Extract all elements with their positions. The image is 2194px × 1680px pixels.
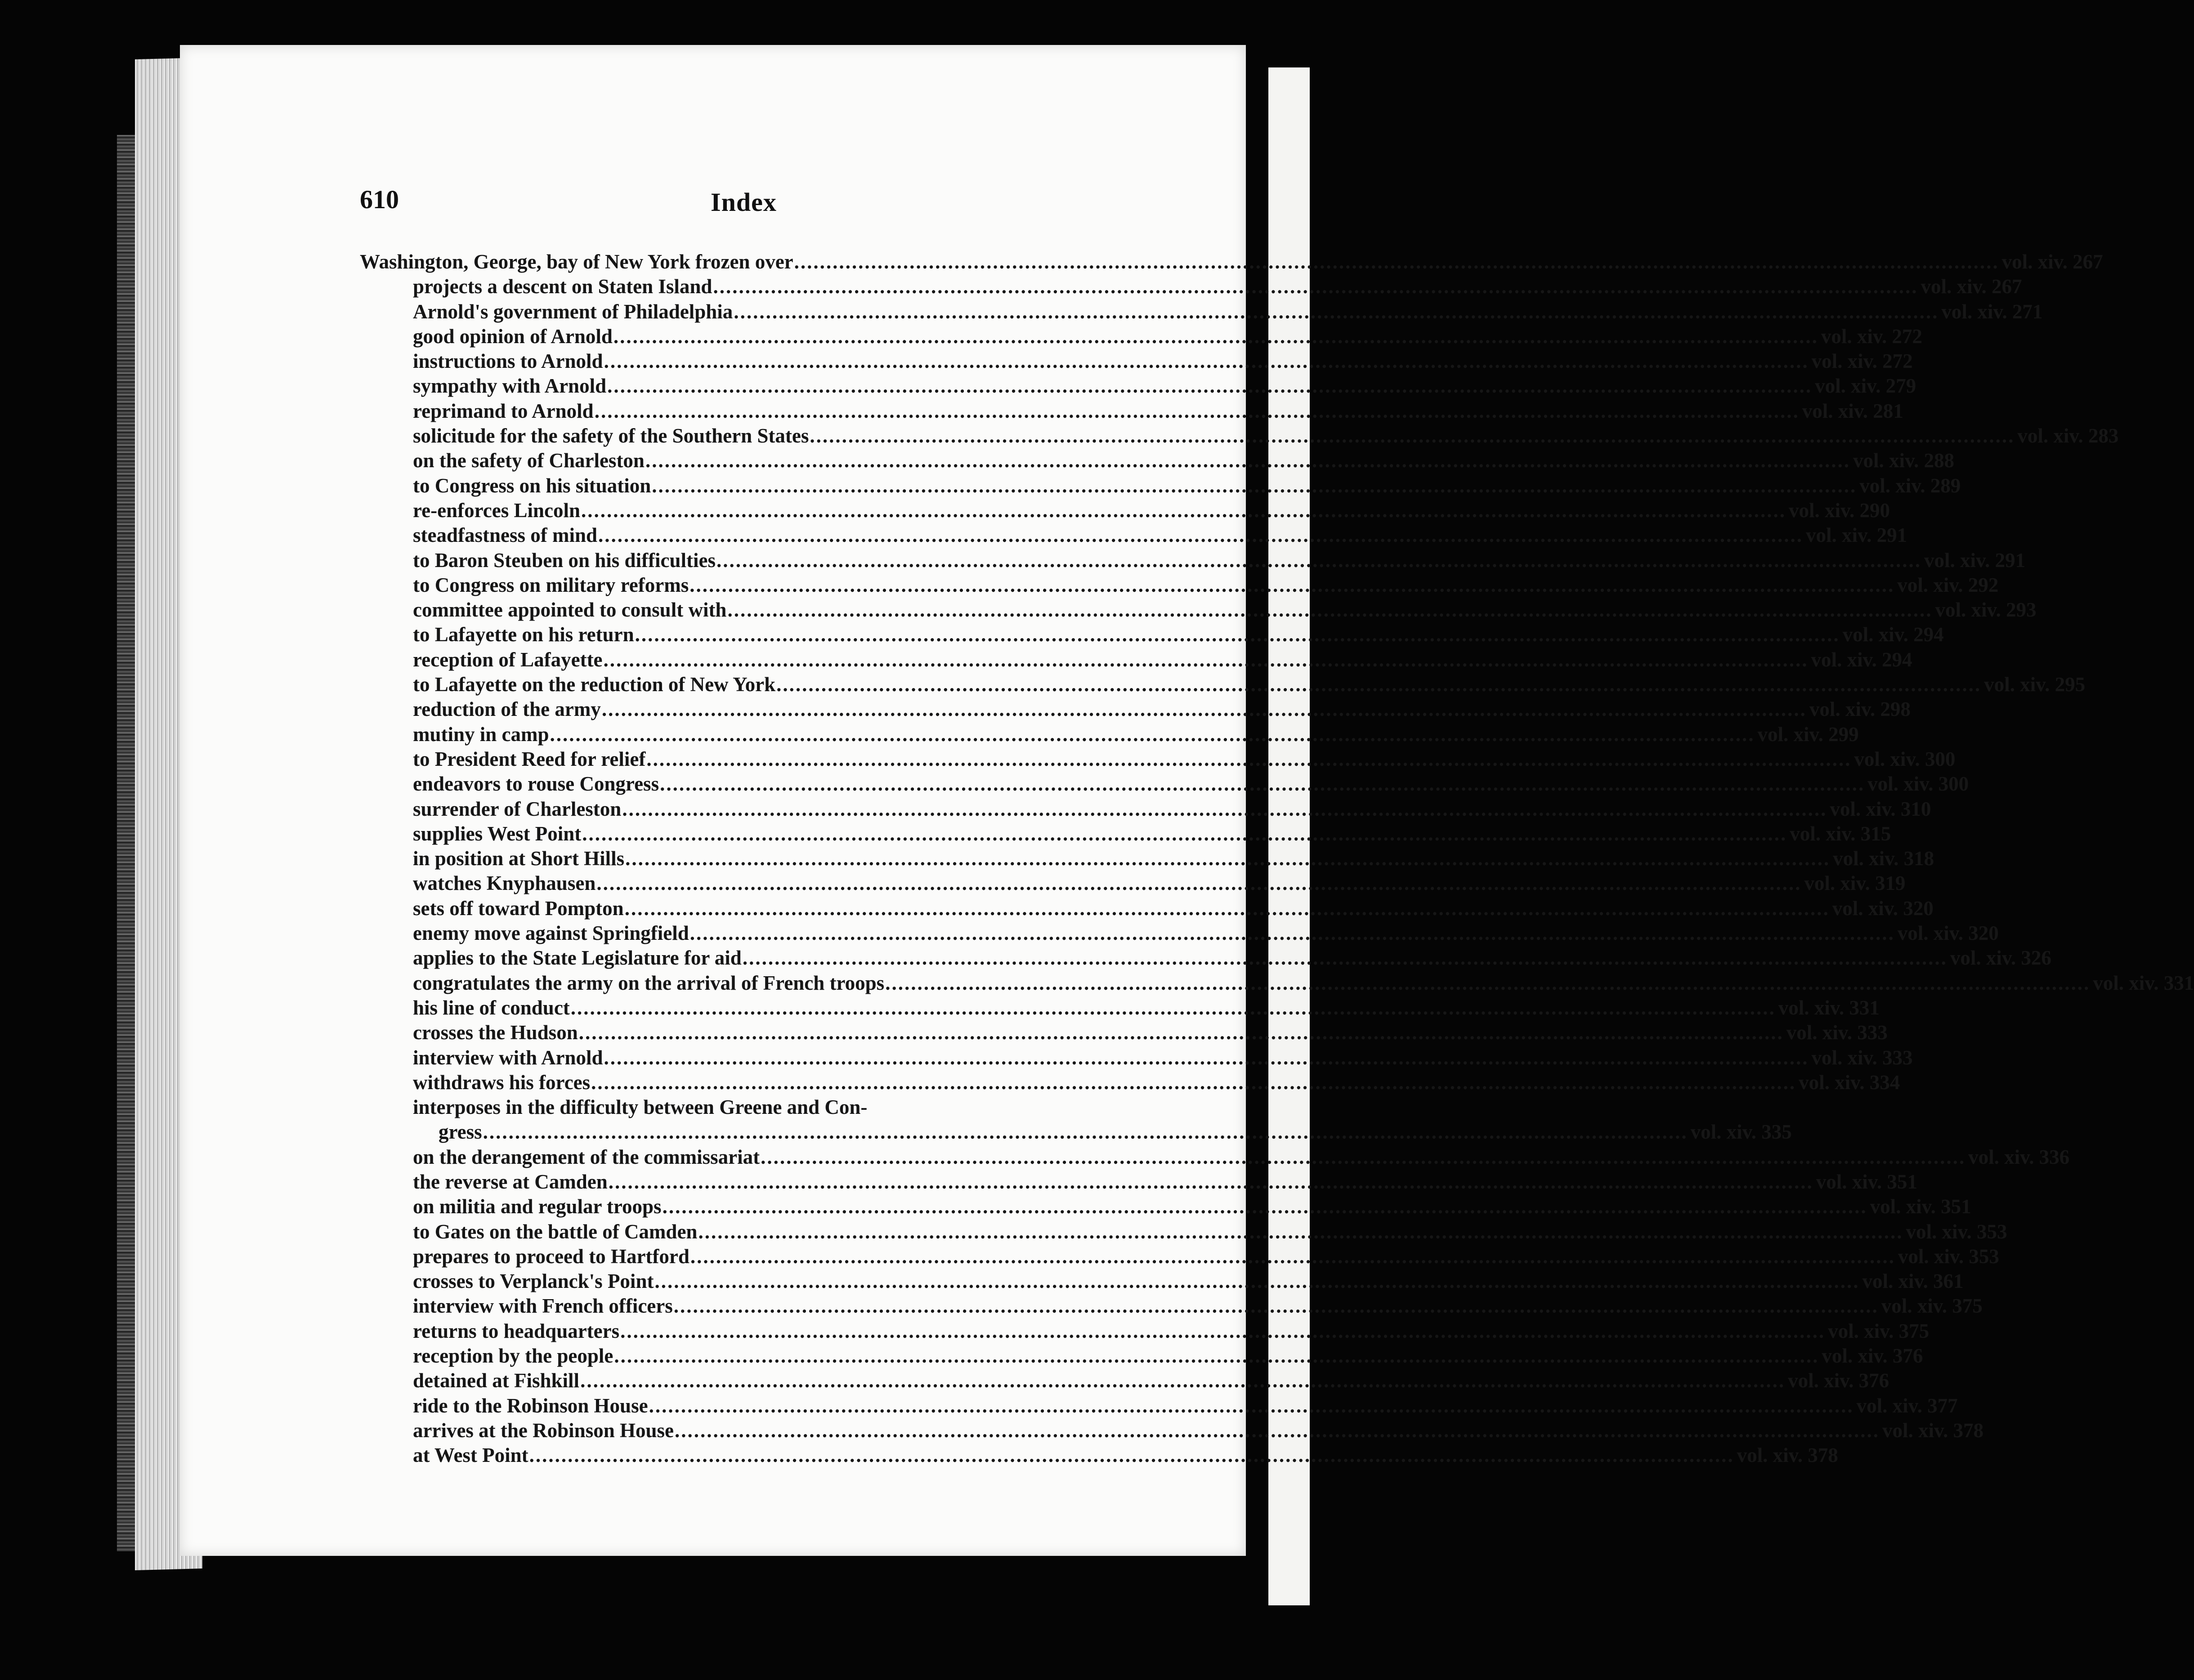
dot-leader	[674, 1294, 1879, 1318]
entry-text: ride to the Robinson House	[413, 1394, 648, 1417]
entry-text: in position at Short Hills	[413, 847, 625, 870]
entry-reference: vol. xiv. 300	[1867, 773, 1969, 795]
entry-reference: vol. xiv. 293	[1935, 599, 2037, 621]
index-entry	[360, 697, 1911, 722]
entry-reference: vol. xiv. 376	[1788, 1369, 1890, 1392]
entry-reference: vol. xiv. 326	[1950, 947, 2051, 970]
index-entry	[360, 896, 1934, 921]
entry-reference: vol. xiv. 320	[1897, 922, 1999, 945]
entry-text: prepares to proceed to Hartford	[413, 1245, 690, 1268]
index-entry	[360, 324, 1922, 349]
dot-leader	[607, 374, 1812, 398]
entry-text: enemy move against Springfield	[413, 922, 689, 945]
index-entry	[360, 573, 1999, 598]
entry-reference: vol. xiv. 271	[1941, 300, 2043, 323]
index-entry	[360, 1244, 1999, 1269]
dot-leader	[675, 1418, 1880, 1443]
index-entry	[360, 1294, 1983, 1318]
dot-leader	[625, 846, 1830, 871]
index-entry	[360, 797, 1931, 822]
page-number: 610	[360, 185, 399, 214]
index-entry	[360, 1269, 1964, 1294]
entry-reference: vol. xiv. 331	[1778, 996, 1880, 1019]
entry-text: at West Point	[413, 1444, 528, 1467]
entry-reference: vol. xiv. 315	[1790, 822, 1891, 845]
entry-text: to Lafayette on the reduction of New York	[413, 673, 776, 696]
entry-reference: vol. xiv. 333	[1811, 1046, 1913, 1069]
entry-reference: vol. xiv. 375	[1881, 1295, 1983, 1318]
dot-leader	[614, 1344, 1819, 1368]
dot-leader	[652, 474, 1857, 498]
dot-leader	[810, 424, 2015, 448]
dot-leader	[579, 1020, 1784, 1045]
entry-text: good opinion of Arnold	[413, 325, 613, 348]
index-entry	[360, 448, 1954, 473]
entry-text: projects a descent on Staten Island	[413, 275, 712, 298]
entry-text: reception of Lafayette	[413, 648, 603, 671]
entry-text: to Congress on military reforms	[413, 573, 689, 596]
entry-text: to President Reed for relief	[413, 747, 646, 770]
dot-leader	[635, 622, 1840, 647]
dot-leader	[604, 349, 1809, 374]
dot-leader	[598, 523, 1803, 548]
entry-text: to Lafayette on his return	[413, 623, 634, 646]
index-entry	[360, 772, 1969, 796]
entry-text: surrender of Charleston	[413, 797, 622, 820]
entry-text: to Congress on his situation	[413, 474, 651, 497]
dot-leader	[604, 1046, 1809, 1070]
index-entry	[360, 1443, 1838, 1468]
entry-reference: vol. xiv. 289	[1859, 474, 1961, 497]
index-entry	[360, 523, 1907, 548]
dot-leader	[660, 772, 1865, 796]
index-entry	[360, 622, 1944, 647]
entry-reference: vol. xiv. 378	[1882, 1419, 1984, 1442]
entry-text: to Baron Steuben on his difficulties	[413, 549, 716, 572]
index-entry	[360, 1344, 1923, 1368]
dot-leader	[654, 1269, 1859, 1294]
index-entry	[360, 648, 1912, 672]
entry-reference: vol. xiv. 353	[1898, 1245, 1999, 1268]
index-entry	[360, 1020, 1888, 1045]
entry-text: Washington, George, bay of New York frozen over	[360, 250, 793, 273]
dot-leader	[580, 1368, 1785, 1393]
entry-text: re-enforces Lincoln	[413, 499, 581, 522]
entry-reference: vol. xiv. 353	[1906, 1220, 2007, 1243]
dot-leader	[625, 896, 1830, 921]
index-entry	[360, 871, 1906, 896]
entry-text: his line of conduct	[413, 996, 570, 1019]
entry-text: steadfastness of mind	[413, 524, 598, 547]
entry-reference: vol. xiv. 336	[1968, 1145, 2070, 1168]
entry-text: crosses the Hudson	[413, 1021, 578, 1044]
index-entry	[360, 548, 2026, 573]
dot-leader	[690, 921, 1895, 946]
dot-leader	[529, 1443, 1734, 1468]
dot-leader	[596, 871, 1801, 896]
entry-reference: vol. xiv. 361	[1862, 1270, 1964, 1293]
index-entry	[360, 672, 2086, 697]
entry-reference: vol. xiv. 267	[1921, 275, 2022, 298]
entry-text: committee appointed to consult with	[413, 599, 727, 621]
entry-reference: vol. xiv. 375	[1828, 1319, 1930, 1342]
entry-reference: vol. xiv. 318	[1833, 847, 1934, 870]
entry-text: on the safety of Charleston	[413, 449, 645, 472]
dot-leader	[727, 598, 1932, 622]
dot-leader	[868, 1095, 1122, 1120]
dot-leader	[713, 274, 1918, 299]
dot-leader	[622, 797, 1827, 822]
entry-text: returns to headquarters	[413, 1319, 620, 1342]
entry-reference: vol. xiv. 333	[1786, 1021, 1888, 1044]
entry-text: reduction of the army	[413, 698, 601, 721]
index-entry	[360, 1220, 2007, 1244]
entry-reference: vol. xiv. 291	[1924, 549, 2026, 572]
dot-leader	[761, 1145, 1966, 1170]
index-entry	[360, 1070, 1900, 1095]
dot-leader	[690, 573, 1894, 598]
entry-text: on militia and regular troops	[413, 1195, 662, 1218]
entry-reference: vol. xiv. 335	[1690, 1121, 1792, 1144]
index-entry	[360, 1120, 1792, 1144]
index-entry	[360, 349, 1913, 374]
entry-text: the reverse at Camden	[413, 1170, 608, 1193]
entry-reference: vol. xiv. 295	[1984, 673, 2086, 696]
entry-text: mutiny in camp	[413, 723, 549, 746]
index-entry	[360, 1170, 1917, 1194]
index-entry	[360, 474, 1961, 498]
entry-text: gress	[439, 1121, 482, 1144]
dot-leader	[646, 747, 1851, 772]
index-entry	[360, 399, 1903, 424]
entry-reference: vol. xiv. 310	[1830, 797, 1931, 820]
index-entry	[360, 299, 2043, 324]
index-entry	[360, 822, 1891, 846]
dot-leader	[649, 1394, 1854, 1418]
entry-text: on the derangement of the commissariat	[413, 1145, 760, 1168]
dot-leader	[690, 1244, 1895, 1269]
entry-reference: vol. xiv. 279	[1815, 375, 1916, 398]
index-entry	[360, 921, 1999, 946]
index-entry	[360, 250, 2103, 274]
dot-leader	[609, 1170, 1813, 1194]
entry-reference: vol. xiv. 294	[1811, 648, 1912, 671]
index-entry	[360, 1319, 1930, 1344]
entry-reference: vol. xiv. 299	[1757, 723, 1859, 746]
entry-text: solicitude for the safety of the Southern States	[413, 424, 809, 447]
index-entry	[360, 946, 2051, 970]
entry-reference: vol. xiv. 288	[1853, 449, 1954, 472]
entry-reference: vol. xiv. 378	[1737, 1444, 1838, 1467]
entry-reference: vol. xiv. 319	[1804, 872, 1906, 895]
entry-reference: vol. xiv. 294	[1842, 623, 1944, 646]
entry-reference: vol. xiv. 377	[1856, 1394, 1958, 1417]
entry-reference: vol. xiv. 331	[2093, 971, 2194, 994]
index-entries	[360, 250, 2194, 1468]
dot-leader	[483, 1120, 1688, 1144]
entry-reference	[1123, 1095, 1124, 1120]
entry-reference: vol. xiv. 334	[1799, 1071, 1900, 1094]
index-entry	[360, 598, 2037, 622]
index-entry	[360, 1368, 1890, 1393]
dot-leader	[604, 648, 1809, 672]
entry-text: interview with French officers	[413, 1295, 673, 1318]
dot-leader	[794, 250, 1999, 274]
index-entry	[360, 1095, 1124, 1120]
dot-leader	[885, 971, 2090, 996]
entry-text: supplies West Point	[413, 822, 582, 845]
dot-leader	[571, 996, 1776, 1020]
entry-text: instructions to Arnold	[413, 350, 603, 373]
dot-leader	[582, 822, 1787, 846]
index-entry	[360, 722, 1859, 747]
entry-reference: vol. xiv. 376	[1822, 1345, 1923, 1367]
dot-leader	[591, 1070, 1796, 1095]
entry-reference: vol. xiv. 351	[1870, 1195, 1971, 1218]
entry-text: Arnold's government of Philadelphia	[413, 300, 733, 323]
index-entry	[360, 846, 1934, 871]
dot-leader	[663, 1194, 1867, 1219]
page-header	[360, 184, 1223, 225]
entry-text: interview with Arnold	[413, 1046, 603, 1069]
entry-reference: vol. xiv. 272	[1811, 350, 1913, 373]
dot-leader	[698, 1220, 1903, 1244]
entry-reference: vol. xiv. 300	[1854, 747, 1956, 770]
dot-leader	[620, 1319, 1825, 1344]
index-entry	[360, 996, 1880, 1020]
dot-leader	[776, 672, 1981, 697]
index-entry	[360, 1046, 1913, 1070]
entry-text: crosses to Verplanck's Point	[413, 1270, 654, 1293]
entry-reference: vol. xiv. 267	[2001, 250, 2103, 273]
index-entry	[360, 747, 1956, 772]
dot-leader	[595, 399, 1800, 424]
entry-reference: vol. xiv. 320	[1832, 897, 1934, 920]
dot-leader	[716, 548, 1921, 573]
index-entry	[360, 1194, 1971, 1219]
entry-text: watches Knyphausen	[413, 872, 596, 895]
entry-reference: vol. xiv. 351	[1816, 1170, 1917, 1193]
dot-leader	[602, 697, 1807, 722]
dot-leader	[550, 722, 1755, 747]
entry-reference: vol. xiv. 281	[1802, 399, 1903, 422]
running-title: Index	[711, 188, 777, 217]
index-entry	[360, 498, 1890, 523]
dot-leader	[581, 498, 1786, 523]
entry-reference: vol. xiv. 290	[1789, 499, 1890, 522]
index-entry	[360, 1418, 1984, 1443]
index-entry	[360, 424, 2119, 448]
index-entry	[360, 374, 1916, 398]
entry-text: reprimand to Arnold	[413, 399, 594, 422]
dot-leader	[743, 946, 1948, 970]
dot-leader	[645, 448, 1850, 473]
entry-reference: vol. xiv. 283	[2017, 424, 2119, 447]
entry-reference: vol. xiv. 292	[1897, 573, 1999, 596]
entry-text: reception by the people	[413, 1345, 613, 1367]
entry-text: interposes in the difficulty between Greene and Con-	[413, 1096, 868, 1119]
entry-text: arrives at the Robinson House	[413, 1419, 674, 1442]
entry-text: withdraws his forces	[413, 1071, 591, 1094]
entry-text: sympathy with Arnold	[413, 375, 607, 398]
index-entry	[360, 971, 2194, 996]
dot-leader	[613, 324, 1818, 349]
entry-reference: vol. xiv. 291	[1806, 524, 1907, 547]
entry-reference: vol. xiv. 298	[1809, 698, 1911, 721]
entry-text: applies to the State Legislature for aid	[413, 947, 742, 970]
entry-text: congratulates the army on the arrival of French troops	[413, 971, 885, 994]
dot-leader	[734, 299, 1939, 324]
index-entry	[360, 274, 2022, 299]
entry-text: endeavors to rouse Congress	[413, 773, 659, 795]
entry-reference: vol. xiv. 272	[1821, 325, 1922, 348]
entry-text: sets off toward Pompton	[413, 897, 624, 920]
entry-text: to Gates on the battle of Camden	[413, 1220, 698, 1243]
entry-text: detained at Fishkill	[413, 1369, 580, 1392]
index-entry	[360, 1394, 1958, 1418]
index-entry	[360, 1145, 2070, 1170]
